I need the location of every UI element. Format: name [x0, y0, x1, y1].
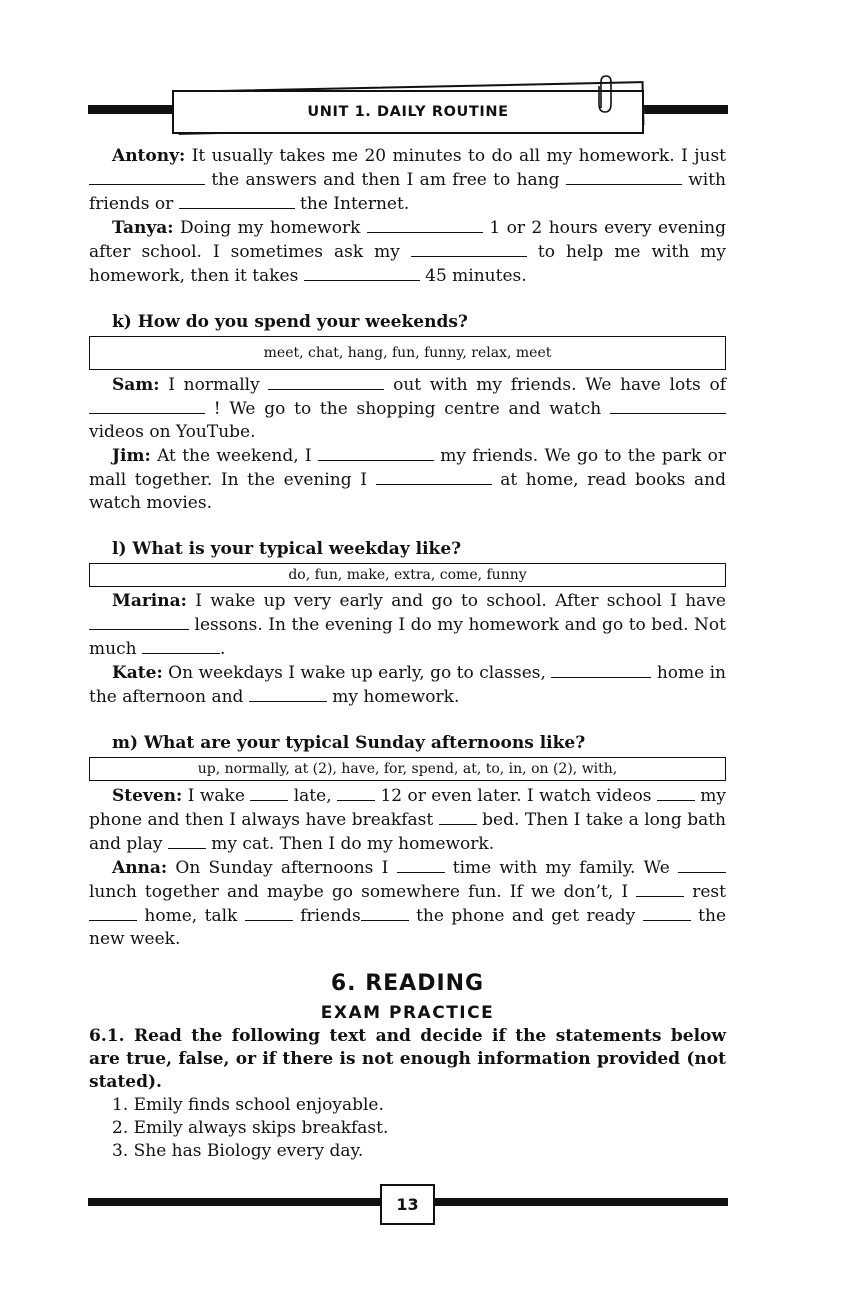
answer-blank[interactable] [376, 468, 492, 485]
answer-blank[interactable] [268, 373, 384, 390]
answer-blank[interactable] [337, 784, 375, 801]
question-k: k) How do you spend your weekends? [112, 312, 468, 332]
statement-list [89, 1094, 726, 1163]
answer-blank[interactable] [142, 637, 220, 654]
answer-blank[interactable] [179, 192, 295, 209]
unit-title: UNIT 1. DAILY ROUTINE [307, 104, 509, 120]
answer-blank[interactable] [250, 784, 288, 801]
page-content [89, 145, 726, 1163]
answer-blank[interactable] [610, 397, 726, 414]
dialog-kate: Kate: On weekdays I wake up early, go to classes, home in the afternoon and my homework. [89, 663, 727, 707]
dialog-tanya: Tanya: Doing my homework 1 or 2 hours every evening after school. I sometimes ask my to help me with my homework, then it takes 45 minutes. [89, 218, 726, 286]
section-title-reading: 6. READING [330, 971, 485, 996]
section-subtitle: EXAM PRACTICE [320, 1003, 495, 1023]
question-l: l) What is your typical weekday like? [112, 539, 462, 559]
answer-blank[interactable] [411, 240, 527, 257]
answer-blank[interactable] [678, 856, 726, 873]
answer-blank[interactable] [89, 904, 137, 921]
word-box-m: up, normally, at (2), have, for, spend, at, to, in, on (2), with, [89, 757, 726, 781]
dialog-antony: Antony: It usually takes me 20 minutes to do all my homework. I just the answers and then I am free to hang with friends or the Internet. [89, 146, 726, 214]
answer-blank[interactable] [249, 685, 327, 702]
unit-header [88, 74, 728, 134]
answer-blank[interactable] [361, 904, 409, 921]
answer-blank[interactable] [89, 168, 205, 185]
answer-blank[interactable] [566, 168, 682, 185]
dialog-sam: Sam: I normally out with my friends. We have lots of ! We go to the shopping centre and watch videos on YouTube. [89, 375, 726, 442]
list-item: 3. She has Biology every day. [112, 1141, 364, 1161]
answer-blank[interactable] [397, 856, 445, 873]
answer-blank[interactable] [168, 832, 206, 849]
list-item: 2. Emily always skips breakfast. [112, 1118, 389, 1138]
answer-blank[interactable] [89, 613, 189, 630]
answer-blank[interactable] [636, 880, 684, 897]
answer-blank[interactable] [89, 397, 205, 414]
answer-blank[interactable] [643, 904, 691, 921]
page-number: 13 [380, 1184, 435, 1225]
answer-blank[interactable] [657, 784, 695, 801]
question-m: m) What are your typical Sunday afternoons like? [112, 733, 586, 753]
list-item: 1. Emily finds school enjoyable. [112, 1095, 384, 1115]
page-footer [88, 1184, 728, 1224]
answer-blank[interactable] [245, 904, 293, 921]
word-box-l: do, fun, make, extra, come, funny [89, 563, 726, 587]
answer-blank[interactable] [551, 661, 651, 678]
reading-instruction: 6.1. Read the following text and decide if the statements below are true, false, or if there is not enough information provided (not stated). [89, 1026, 726, 1092]
answer-blank[interactable] [318, 444, 434, 461]
dialog-anna: Anna: On Sunday afternoons I time with my family. We lunch together and maybe go somewhere fun. If we don’t, I rest home, talk friends the phone and get ready the new week. [89, 858, 727, 949]
answer-blank[interactable] [304, 264, 420, 281]
paperclip-icon [594, 74, 616, 114]
dialog-jim: Jim: At the weekend, I my friends. We go to the park or mall together. In the evening I at home, read books and watch movies. [89, 446, 727, 513]
answer-blank[interactable] [367, 216, 483, 233]
word-box-k: meet, chat, hang, fun, funny, relax, meet [89, 336, 726, 370]
dialog-steven: Steven: I wake late, 12 or even later. I watch videos my phone and then I always have breakfast bed. Then I take a long bath and play my cat. Then I do my homework. [89, 786, 726, 854]
answer-blank[interactable] [439, 808, 477, 825]
dialog-marina: Marina: I wake up very early and go to school. After school I have lessons. In the evening I do my homework and go to bed. Not much . [89, 591, 726, 659]
